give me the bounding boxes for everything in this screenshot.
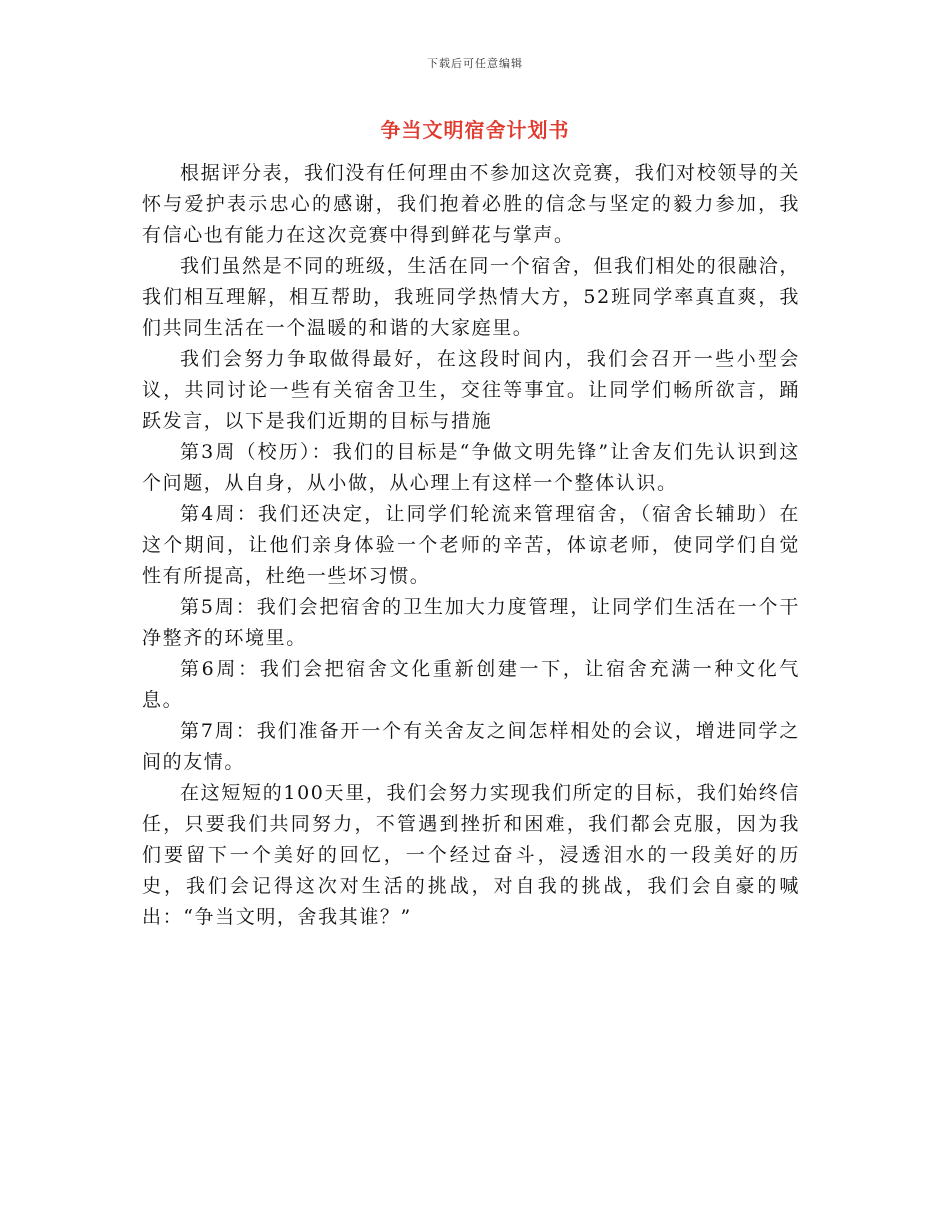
- document-title: 争当文明宿舍计划书: [380, 118, 570, 142]
- document-body: [142, 158, 800, 933]
- paragraph-week-3: 第3周（校历）：我们的目标是“争做文明先锋”让舍友们先认识到这个问题，从自身，从小做，从心理上有这样一个整体认识。: [142, 441, 800, 494]
- paragraph-harmony: 我们虽然是不同的班级，生活在同一个宿舍，但我们相处的很融洽，我们相互理解，相互帮助，我班同学热情大方，52班同学率真直爽，我们共同生活在一个温暖的和谐的大家庭里。: [142, 255, 800, 339]
- paragraph-week-4: 第4周：我们还决定，让同学们轮流来管理宿舍，（宿舍长辅助）在这个期间，让他们亲身体验一个老师的辛苦，体谅老师，使同学们自觉性有所提高，杜绝一些坏习惯。: [142, 503, 800, 587]
- paragraph-conclusion: 在这短短的100天里，我们会努力实现我们所定的目标，我们始终信任，只要我们共同努力，不管遇到挫折和困难，我们都会克服，因为我们要留下一个美好的回忆，一个经过奋斗，浸透泪水的一段美好的历史，我们会记得这次对生活的挑战，对自我的挑战，我们会自豪的喊出：“争当文明，舍我其谁？”: [142, 782, 800, 928]
- paragraph-week-6: 第6周：我们会把宿舍文化重新创建一下，让宿舍充满一种文化气息。: [142, 658, 800, 711]
- header-note: 下载后可任意编辑: [427, 57, 523, 70]
- paragraph-intro: 根据评分表，我们没有任何理由不参加这次竞赛，我们对校领导的关怀与爱护表示忠心的感谢，我们抱着必胜的信念与坚定的毅力参加，我有信心也有能力在这次竞赛中得到鲜花与掌声。: [142, 162, 800, 246]
- paragraph-week-5: 第5周：我们会把宿舍的卫生加大力度管理，让同学们生活在一个干净整齐的环境里。: [142, 596, 800, 649]
- paragraph-week-7: 第7周：我们准备开一个有关舍友之间怎样相处的会议，增进同学之间的友情。: [142, 720, 800, 773]
- paragraph-plan-intro: 我们会努力争取做得最好，在这段时间内，我们会召开一些小型会议，共同讨论一些有关宿舍卫生，交往等事宜。让同学们畅所欲言，踊跃发言，以下是我们近期的目标与措施: [142, 348, 800, 432]
